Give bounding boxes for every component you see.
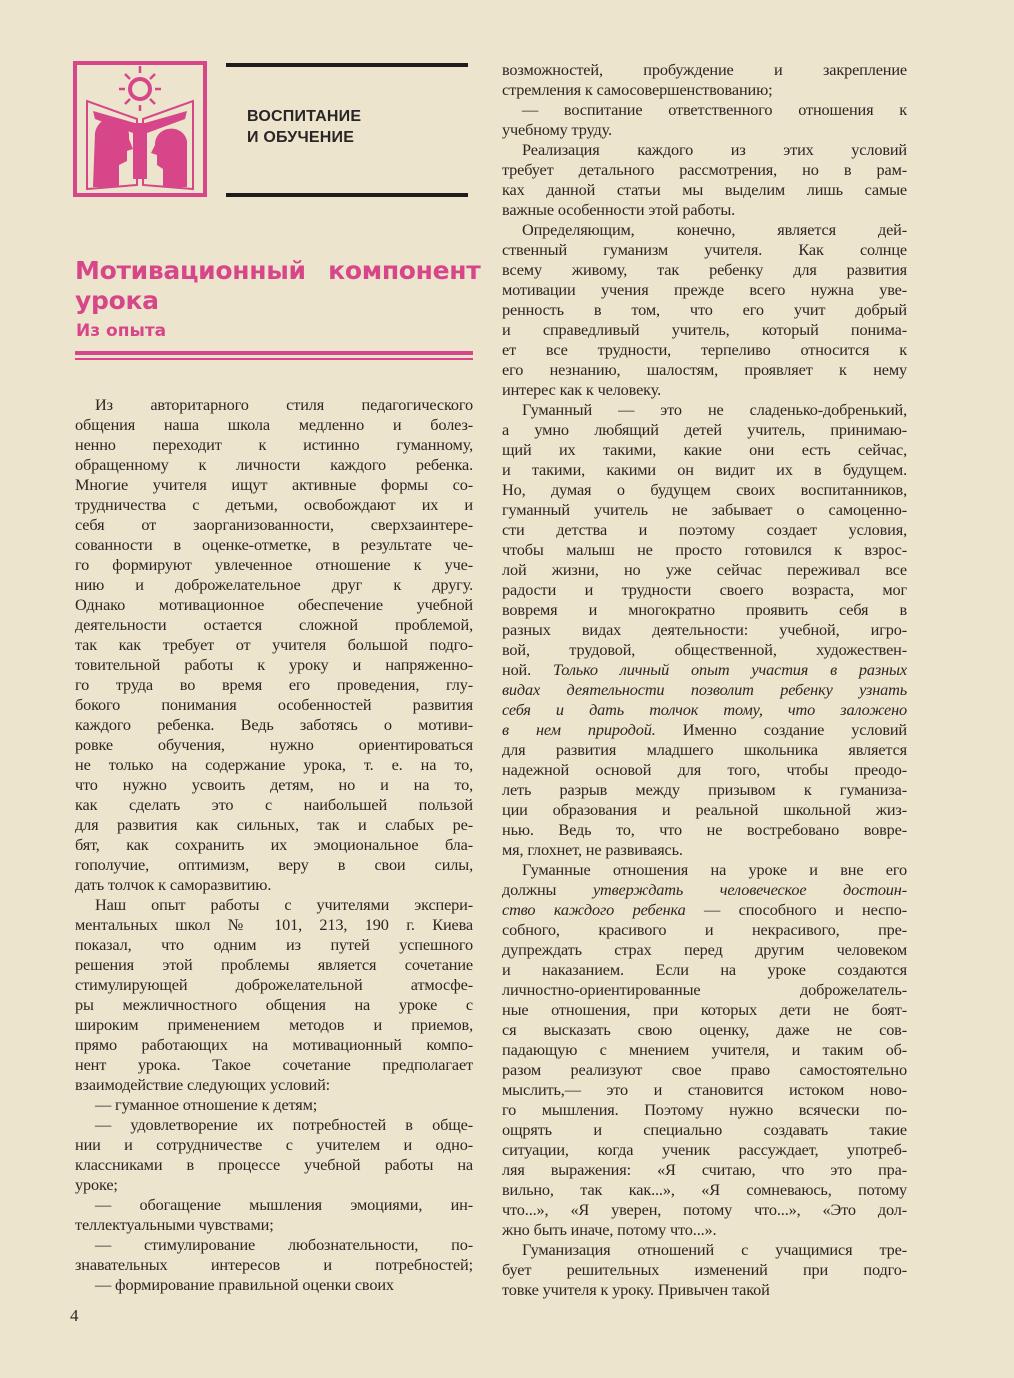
text-line: мя, глохнет, не развиваясь. [502,840,683,859]
text-line: не только на содержание урока, т. е. на то, [75,755,473,774]
text-line: — удовлетворение их потребностей в обще- [95,1115,473,1134]
text-line: ляя выражения: «Я считаю, что это пра- [502,1160,907,1179]
text-line: — стимулирование любознательности, по- [95,1235,473,1254]
italic-segment: ство каждого ребенка [502,900,686,919]
italic-segment: Только личный опыт участия в разных [552,660,907,679]
text-line: лой жизни, но уже сейчас переживал все [502,560,907,579]
text-line: нию и доброжелательное друг к другу. [75,575,473,594]
text-line: нии и сотрудничестве с учителем и одно- [75,1135,473,1154]
rubric-line-1: ВОСПИТАНИЕ [247,108,362,125]
text-line: для развития как сильных, так и слабых ре- [75,815,473,834]
text-line: бокого понимания особенностей развития [75,695,473,714]
text-line: важные особенности этой работы. [502,200,736,219]
text-line: падающую с мнением учителя, и таким об- [502,1040,907,1059]
text-line: ненно переходит к истинно гуманному, [75,435,473,454]
header-rule-bottom [226,193,468,197]
text-line: Наш опыт работы с учителями экспери- [95,895,473,914]
text-line [502,680,907,700]
text-line: дать толчок к саморазвитию. [75,875,272,894]
title-line-2: урока [75,286,159,315]
text-segment: Именно создание условий [655,720,907,739]
left-column [75,395,473,1295]
text-line [502,700,907,720]
text-line: что нужно усвоить детям, но и на то, [75,775,473,794]
text-line: разных видах деятельности: учебной, игро- [502,620,907,639]
text-line: трудничества с детьми, освобождают их и [75,495,473,514]
article-subtitle: Из опыта [76,321,167,341]
text-line: классниками в процессе учебной работы на [75,1155,473,1174]
text-line: ные отношения, при которых дети не боят- [502,1000,907,1019]
rubric-logo [73,61,207,197]
text-line: а умно любящий детей учитель, принимаю- [502,420,907,439]
rubric-title [247,106,361,148]
text-line: гополучие, оптимизм, веру в свои силы, [75,855,473,874]
text-line: ровке обучения, нужно ориентироваться [75,735,473,754]
text-line: Определяющим, конечно, является дей- [522,220,907,239]
text-line: Однако мотивационное обеспечение учебной [75,595,473,614]
text-line: разом реализуют свое право самостоятельно [502,1060,907,1079]
text-line: товительной работы к уроку и напряженно- [75,655,473,674]
text-line: щий их такими, какие они есть сейчас, [502,440,907,459]
text-line: ры межличностного общения на уроке с [75,995,473,1014]
text-line: ощрять и специально создавать такие [502,1120,907,1139]
text-line: стремления к самосовершенствованию; [502,80,773,99]
text-line: решения этой проблемы является сочетание [75,955,473,974]
text-line: каждого ребенка. Ведь заботясь о мотиви- [75,715,473,734]
text-line: показал, что одним из путей успешного [75,935,473,954]
text-line: гуманный учитель не забывает о самоценно- [502,500,907,519]
text-segment: ной. [502,660,553,679]
text-line: бует решительных изменений при подго- [502,1260,907,1279]
text-line: всему живому, так ребенку для развития [502,260,907,279]
text-line: сованности в оценке-отметке, в результате че- [75,535,473,554]
text-line: требует детального рассмотрения, но в рам- [502,160,907,179]
title-rule-thick [75,351,473,355]
text-line: го труда во время его проведения, глу- [75,675,473,694]
text-line: и справедливый учитель, который понима- [502,320,907,339]
text-line [502,660,907,680]
text-line: ции образования и реальной школьной жиз- [502,800,907,819]
title-rule-thin [75,358,473,360]
text-line: личностно-ориентированные доброжелатель- [502,980,907,999]
text-line: Но, думая о будущем своих воспитанников, [502,480,907,499]
text-line: мыслить,— это и становится истоком ново- [502,1080,907,1099]
text-line: Из авторитарного стиля педагогического [95,395,473,414]
text-line: сти детства и поэтому создает условия, [502,520,907,539]
text-line: взаимодействие следующих условий: [75,1075,331,1094]
text-line: леть разрыв между призывом к гуманиза- [502,780,907,799]
text-line: так как требует от учителя большой подго- [75,635,473,654]
text-line: — воспитание ответственного отношения к [522,100,907,119]
text-line: нент урока. Такое сочетание предполагает [75,1055,473,1074]
italic-segment: утверждать человеческое достоин- [592,880,907,899]
text-line: вильно, так как...», «Я сомневаюсь, потому [502,1180,907,1199]
header-rule-top [226,63,468,67]
sun-book-children-icon [73,61,207,197]
italic-segment: себя и дать толчок тому, что заложено [502,700,907,719]
text-line: знавательных интересов и потребностей; [75,1255,473,1274]
text-line: Многие учителя ищут активные формы со- [75,475,473,494]
text-line: прямо работающих на мотивационный компо- [75,1035,473,1054]
text-line: Гуманный — это не сладенько-добренький, [522,400,907,419]
text-line: собного, красивого и некрасивого, пре- [502,920,907,939]
text-line [502,880,907,900]
text-line [502,720,907,740]
text-line: — гуманное отношение к детям; [95,1095,318,1114]
article-title [75,256,481,316]
text-line: и такими, какими он видит их в будущем. [502,460,907,479]
text-line: ренность в том, что его учит добрый [502,300,907,319]
text-line: его незнанию, шалостям, проявляет к нему [502,360,907,379]
text-line: вовремя и многократно проявить себя в [502,600,907,619]
text-line: Реализация каждого из этих условий [522,140,907,159]
text-line: возможностей, пробуждение и закрепление [502,60,907,79]
text-line: вой, трудовой, общественной, художествен- [502,640,907,659]
text-line: чтобы малыш не просто готовился к взрос- [502,540,907,559]
text-line: обращенному к личности каждого ребенка. [75,455,473,474]
text-line: деятельности остается сложной проблемой, [75,615,473,634]
text-line: Гуманные отношения на уроке и вне его [522,860,907,879]
text-line: ет все трудности, терпеливо относится к [502,340,907,359]
text-line: ственный гуманизм учителя. Как солнце [502,240,907,259]
page-number: 4 [70,1306,79,1325]
text-line: ситуации, когда ученик рассуждает, употреб- [502,1140,907,1159]
italic-segment: в нем природой. [502,720,656,739]
text-line: и наказанием. Если на уроке создаются [502,960,907,979]
text-line [502,900,907,920]
text-line: себя от заорганизованности, сверхзаинтере- [75,515,473,534]
text-line: учебному труду. [502,120,612,139]
text-line: как сделать это с наибольшей пользой [75,795,473,814]
right-column [502,60,907,1300]
text-line: теллектуальными чувствами; [75,1215,274,1234]
text-line: — формирование правильной оценки своих [95,1275,394,1294]
text-line: радости и трудности своего возраста, мог [502,580,907,599]
text-segment: должны [502,880,593,899]
text-line: интерес как к человеку. [502,380,661,399]
title-line-1: Мотивационный компонент [75,256,481,285]
text-line: дупреждать страх перед другим человеком [502,940,907,959]
text-line: мотивации учения прежде всего нужна уве- [502,280,907,299]
text-line: бят, как сохранить их эмоциональное бла- [75,835,473,854]
text-line: уроке; [75,1175,118,1194]
text-line: общения наша школа медленно и болез- [75,415,473,434]
text-line: ментальных школ № 101, 213, 190 г. Киева [75,915,473,934]
text-line: го формируют увлеченное отношение к уче- [75,555,473,574]
text-line: надежной основой для того, чтобы преодо- [502,760,907,779]
text-line: го мышления. Поэтому нужно всячески по- [502,1100,907,1119]
italic-segment: видах деятельности позволит ребенку узнать [502,680,907,699]
text-line: — обогащение мышления эмоциями, ин- [95,1195,473,1214]
text-line: жно быть иначе, потому что...». [502,1220,717,1239]
text-line: широким применением методов и приемов, [75,1015,473,1034]
text-segment: — способного и неспо- [685,900,907,919]
rubric-line-2: И ОБУЧЕНИЕ [247,129,355,146]
text-line: ся высказать свою оценку, даже не сов- [502,1020,907,1039]
text-line: для развития младшего школьника является [502,740,907,759]
text-line: товке учителя к уроку. Привычен такой [502,1280,770,1299]
text-line: ках данной статьи мы выделим лишь самые [502,180,907,199]
text-line: нью. Ведь то, что не востребовано вовре- [502,820,907,839]
text-line: стимулирующей доброжелательной атмосфе- [75,975,473,994]
text-line: Гуманизация отношений с учащимися тре- [522,1240,907,1259]
text-line: что...», «Я уверен, потому что...», «Это дол- [502,1200,907,1219]
